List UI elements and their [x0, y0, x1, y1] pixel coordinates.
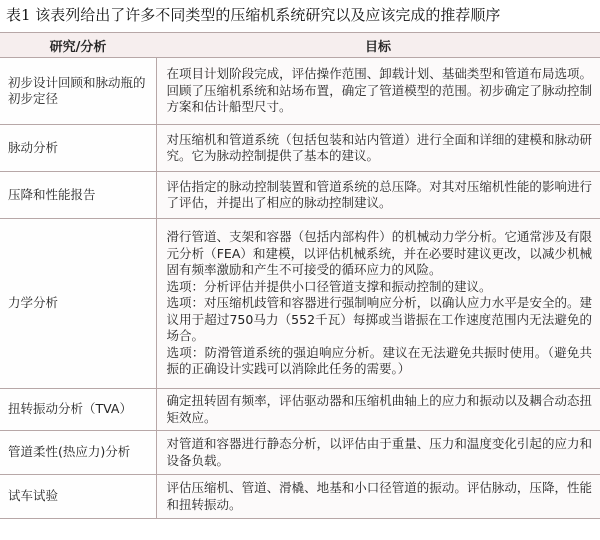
header-goal: 目标	[156, 33, 600, 58]
table-header-row	[0, 33, 600, 58]
goal-text: 评估指定的脉动控制装置和管道系统的总压降。对其对压缩机性能的影响进行了评估，并提出了相应的脉动控制建议。	[166, 178, 592, 210]
goal-text: 在项目计划阶段完成，评估操作范围、卸载计划、基础类型和管道布局选项。回顾了压缩机系统和站场布置，确定了管道模型的范围。初步确定了脉动控制方案和估计船型尺寸。	[166, 66, 592, 115]
table-row	[0, 219, 600, 389]
study-cell: 扭转振动分析（TVA）	[0, 389, 156, 431]
study-cell: 脉动分析	[0, 125, 156, 172]
header-study: 研究/分析	[0, 33, 156, 58]
study-cell: 试车试验	[0, 475, 156, 519]
study-cell: 力学分析	[0, 219, 156, 389]
table-caption: 表1 该表列给出了许多不同类型的压缩机系统研究以及应该完成的推荐顺序	[6, 6, 501, 24]
table-row	[0, 475, 600, 519]
goal-text: 评估压缩机、管道、滑橇、地基和小口径管道的振动。评估脉动，压降，性能和扭转振动。	[166, 480, 592, 512]
goal-cell	[156, 431, 600, 475]
goal-cell	[156, 475, 600, 519]
table-row	[0, 172, 600, 219]
study-table-container	[0, 32, 600, 519]
study-cell: 压降和性能报告	[0, 172, 156, 219]
study-cell: 初步设计回顾和脉动瓶的初步定径	[0, 58, 156, 125]
goal-cell	[156, 219, 600, 389]
table-row	[0, 125, 600, 172]
goal-text: 滑行管道、支架和容器（包括内部构件）的机械动力学分析。它通常涉及有限元分析（FEA）和建模，以评估机械系统，并在必要时建议更改，以减少机械固有频率激励和产生不可接受的循环应力的风险。	[166, 229, 592, 278]
goal-option-text: 选项：防滑管道系统的强迫响应分析。建议在无法避免共振时使用。（避免共振的正确设计实践可以消除此任务的需要。）	[166, 344, 592, 377]
goal-text: 对压缩机和管道系统（包括包装和站内管道）进行全面和详细的建模和脉动研究。它为脉动控制提供了基本的建议。	[166, 131, 592, 163]
goal-option-text: 选项：对压缩机歧管和容器进行强制响应分析，以确认应力水平是安全的。建议用于超过750马力（552千瓦）每掷或当谐振在工作速度范围内无法避免的场合。	[166, 295, 592, 344]
goal-cell	[156, 58, 600, 125]
goal-cell	[156, 172, 600, 219]
goal-cell	[156, 389, 600, 431]
table-row	[0, 58, 600, 125]
table-row	[0, 431, 600, 475]
goal-cell	[156, 125, 600, 172]
study-cell: 管道柔性(热应力)分析	[0, 431, 156, 475]
table-row	[0, 389, 600, 431]
goal-text: 对管道和容器进行静态分析，以评估由于重量、压力和温度变化引起的应力和设备负载。	[166, 436, 592, 468]
study-table	[0, 32, 600, 519]
goal-option-text: 选项：分析评估并提供小口径管道支撑和振动控制的建议。	[166, 278, 492, 294]
goal-text: 确定扭转固有频率，评估驱动器和压缩机曲轴上的应力和振动以及耦合动态扭矩效应。	[166, 393, 592, 425]
